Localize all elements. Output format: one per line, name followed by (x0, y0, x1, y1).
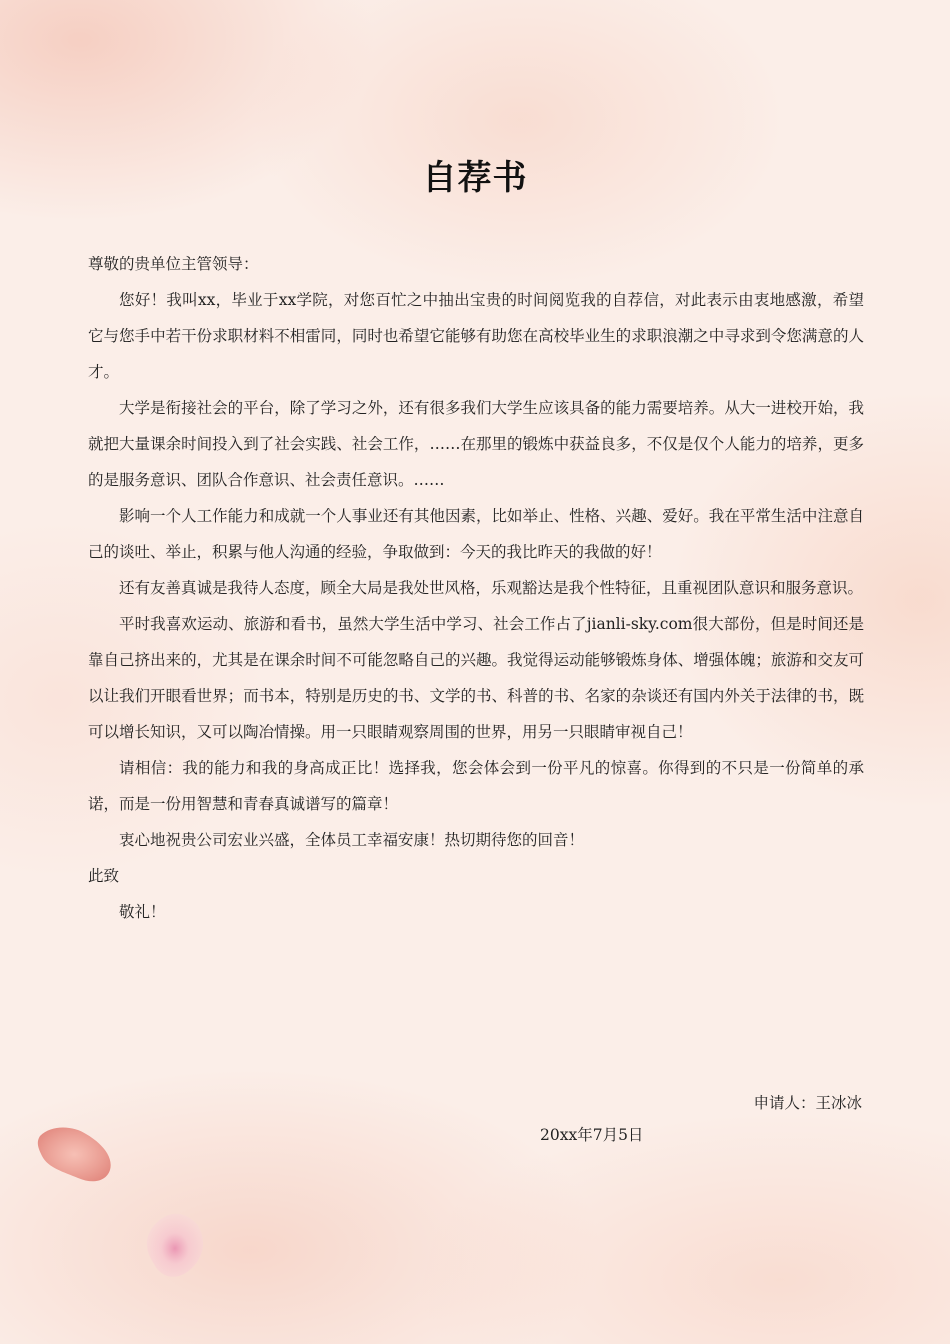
date: 20xx年7月5日 (540, 1126, 644, 1144)
petal-decoration-small (142, 1210, 208, 1282)
paragraph-7: 衷心地祝贵公司宏业兴盛，全体员工幸福安康！热切期待您的回音！ (119, 831, 585, 849)
letter-body (88, 246, 864, 930)
petal-decoration-large (34, 1122, 118, 1188)
paragraph-4: 还有友善真诚是我待人态度，顾全大局是我处世风格，乐观豁达是我个性特征，且重视团队意识和服务意识。 (119, 579, 864, 597)
closing: 此致 (88, 867, 120, 885)
salute: 敬礼！ (119, 903, 166, 921)
paragraph-1: 您好！我叫xx，毕业于xx学院，对您百忙之中抽出宝贵的时间阅览我的自荐信，对此表示由衷地感激，希望它与您手中若干份求职材料不相雷同，同时也希望它能够有助您在高校毕业生的求职浪潮之中寻求到令您满意的人才。 (88, 291, 864, 381)
greeting: 尊敬的贵单位主管领导： (88, 255, 259, 273)
paragraph-2: 大学是衔接社会的平台，除了学习之外，还有很多我们大学生应该具备的能力需要培养。从大一进校开始，我就把大量课余时间投入到了社会实践、社会工作，……在那里的锻炼中获益良多，不仅是仅个人能力的培养，更多的是服务意识、团队合作意识、社会责任意识。…… (88, 399, 864, 489)
paragraph-6: 请相信：我的能力和我的身高成正比！选择我，您会体会到一份平凡的惊喜。你得到的不只是一份简单的承诺，而是一份用智慧和青春真诚谱写的篇章！ (88, 759, 864, 813)
paragraph-5: 平时我喜欢运动、旅游和看书，虽然大学生活中学习、社会工作占了jianli-sky.com很大部份，但是时间还是靠自己挤出来的，尤其是在课余时间不可能忽略自己的兴趣。我觉得运动能够锻炼身体、增强体魄；旅游和交友可以让我们开眼看世界；而书本，特别是历史的书、文学的书、科普的书、名家的杂谈还有国内外关于法律的书，既可以增长知识，又可以陶冶情操。用一只眼睛观察周围的世界，用另一只眼睛审视自己！ (88, 615, 864, 741)
paragraph-3: 影响一个人工作能力和成就一个人事业还有其他因素，比如举止、性格、兴趣、爱好。我在平常生活中注意自己的谈吐、举止，积累与他人沟通的经验，争取做到：今天的我比昨天的我做的好！ (88, 507, 864, 561)
document-title: 自荐书 (422, 158, 528, 198)
signer: 申请人：王冰冰 (753, 1094, 862, 1112)
